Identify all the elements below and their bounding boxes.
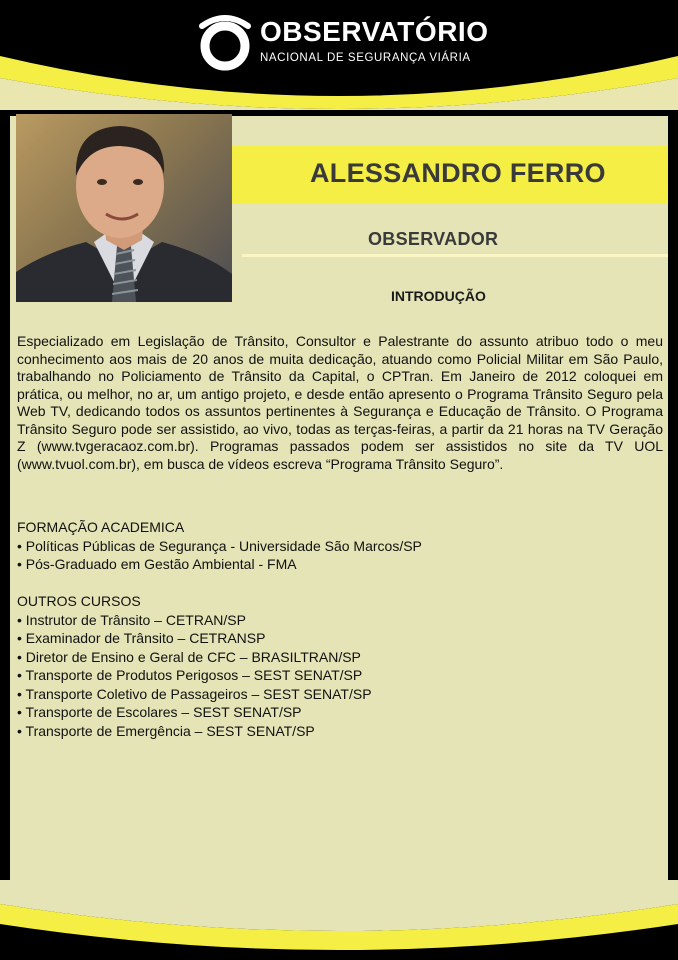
logo-title: OBSERVATÓRIO (260, 16, 489, 47)
list-item: • Transporte Coletivo de Passageiros – SEST SENAT/SP (17, 685, 372, 702)
list-item: • Diretor de Ensino e Geral de CFC – BRASILTRAN/SP (17, 648, 361, 665)
observatorio-logo[interactable] (196, 12, 489, 78)
list-item: • Instrutor de Trânsito – CETRAN/SP (17, 611, 246, 628)
list-item: • Transporte de Escolares – SEST SENAT/SP (17, 704, 302, 720)
intro-heading: INTRODUÇÃO (391, 288, 486, 304)
profile-name: ALESSANDRO FERRO (310, 158, 606, 188)
profile-photo (16, 114, 232, 302)
role-divider (242, 254, 668, 257)
formacao-title: FORMAÇÃO ACADEMICA (17, 519, 185, 535)
cursos-section (17, 592, 657, 740)
list-item: • Examinador de Trânsito – CETRANSP (17, 630, 266, 646)
list-item: • Transporte de Produtos Perigosos – SEST SENAT/SP (17, 667, 363, 683)
cursos-title: OUTROS CURSOS (17, 593, 141, 609)
cursos-list (17, 611, 657, 741)
list-item: • Pós-Graduado em Gestão Ambiental - FMA (17, 556, 297, 572)
intro-paragraph: Especializado em Legislação de Trânsito, Consultor e Palestrante do assunto atribuo todo o meu conhecimento aos mais de 20 anos de muita dedicação, atuando como Policial Militar em São Paulo, trabalhando no Policiamento de Trânsito da Capital, o CPTran. Em Janeiro de 2012 coloquei em prática, ou melhor, no ar, um antigo projeto, e desde então apresento o Programa Trânsito Seguro pela Web TV, dedicando todos os assuntos pertinentes à Segurança e Educação de Trânsito. O Programa Trânsito Seguro pode ser assistido, ao vivo, todas as terças-feiras, a partir da 21 horas na TV Geração Z (www.tvgeracaoz.com.br). Programas passados podem ser assistidos no site da TV UOL (www.tvuol.com.br), em busca de vídeos escreva “Programa Trânsito Seguro”. (17, 333, 663, 472)
logo-ring-icon (196, 12, 254, 72)
profile-role: OBSERVADOR (368, 229, 499, 249)
footer-band (0, 880, 678, 960)
formacao-section (17, 518, 657, 574)
logo-subtitle: NACIONAL DE SEGURANÇA VIÁRIA (260, 52, 471, 64)
person-portrait-icon (16, 114, 232, 302)
list-item: • Transporte de Emergência – SEST SENAT/SP (17, 722, 315, 739)
list-item: • Políticas Públicas de Segurança - Universidade São Marcos/SP (17, 537, 422, 554)
formacao-list (17, 537, 657, 574)
